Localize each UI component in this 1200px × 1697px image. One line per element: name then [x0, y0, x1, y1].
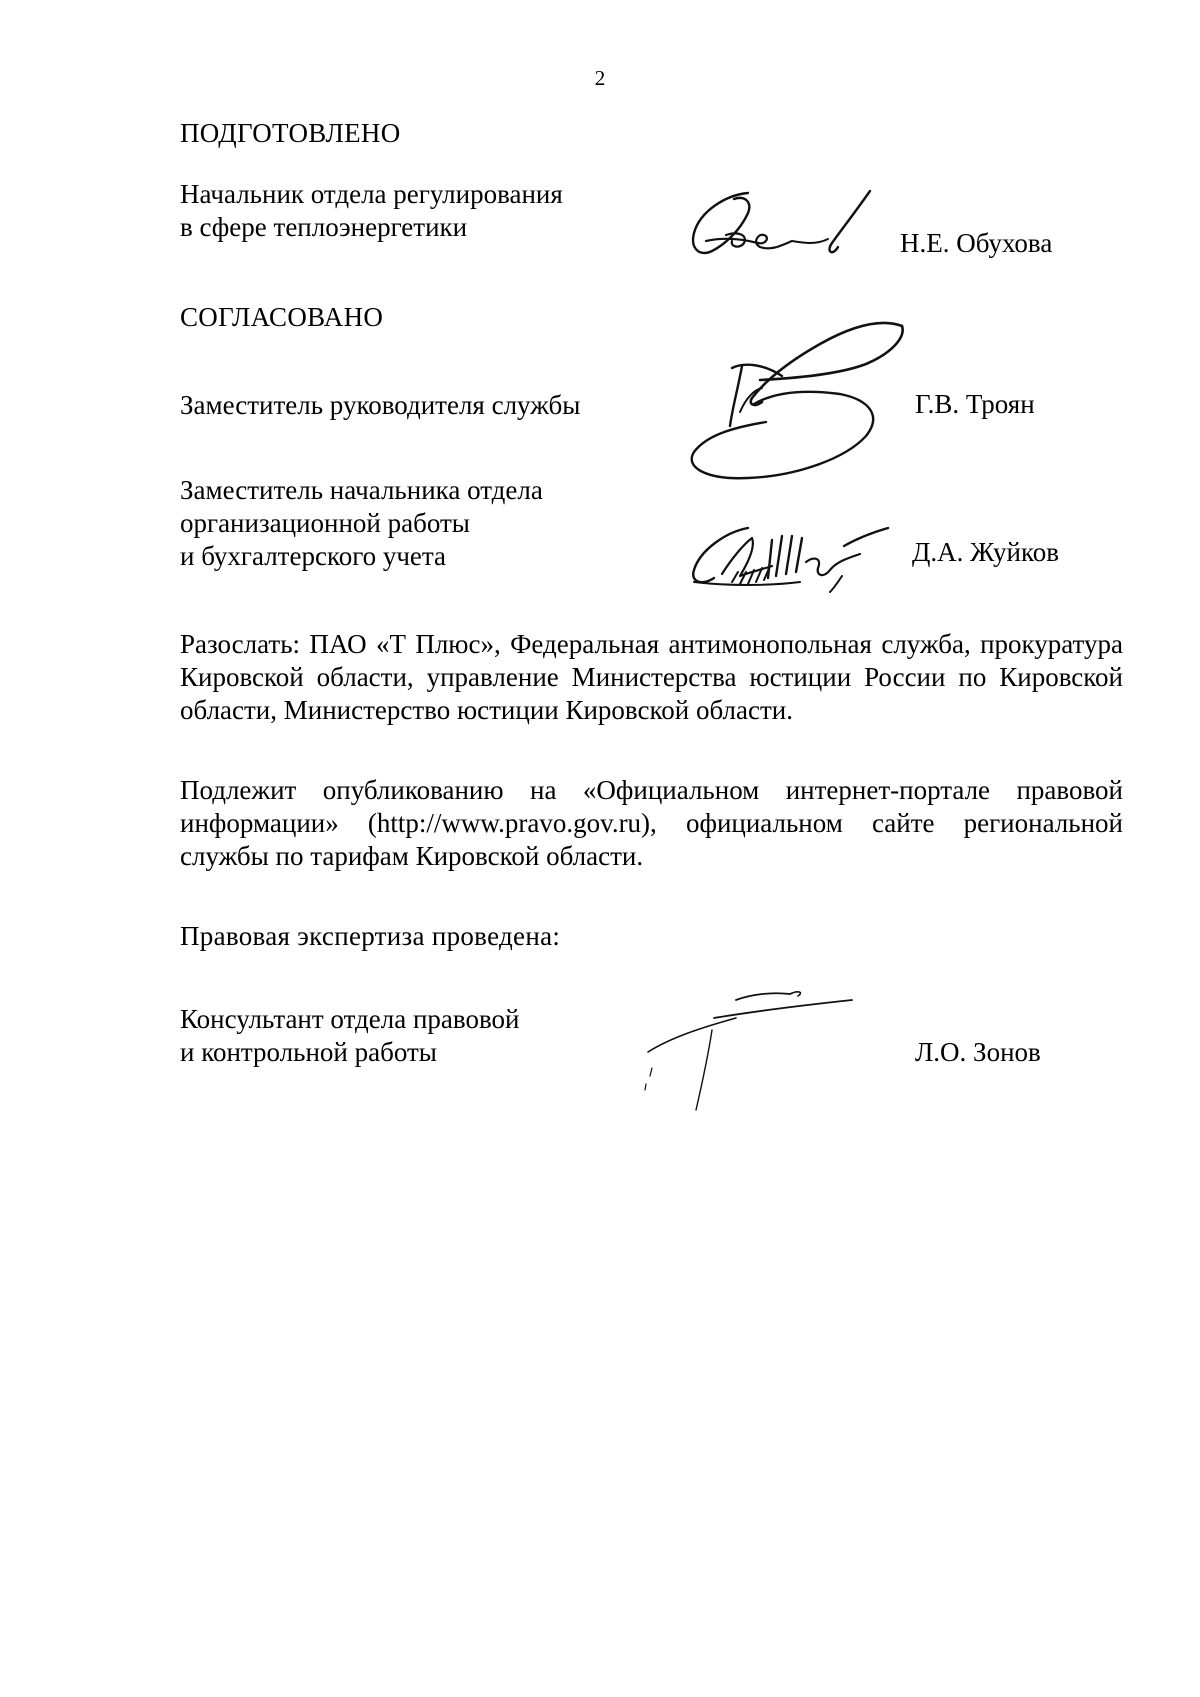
- agreed-signer-2-position-line: организационной работы: [180, 508, 470, 538]
- agreed-signer-2-position: [180, 474, 543, 573]
- agreed-signer-1-position-line: Заместитель руководителя службы: [180, 390, 581, 420]
- prepared-position-line: в сфере теплоэнергетики: [180, 212, 468, 242]
- legal-review-name: Л.О. Зонов: [915, 1037, 1041, 1067]
- legal-review-position-line: и контрольной работы: [180, 1037, 437, 1067]
- legal-review-position: [180, 1003, 519, 1069]
- agreed-signer-1-position: [180, 389, 580, 422]
- agreed-signer-1-name: Г.В. Троян: [915, 389, 1035, 419]
- legal-review-position-line: Консультант отдела правовой: [180, 1004, 520, 1034]
- prepared-heading: ПОДГОТОВЛЕНО: [180, 118, 401, 148]
- distribution-paragraph: Разослать: ПАО «Т Плюс», Федеральная антимонопольная служба, прокуратура Кировской области, управление Министерства юстиции России по Кировской области, Министерство юстиции Кировской области.: [180, 629, 1123, 725]
- agreed-signer-2-position-line: Заместитель начальника отдела: [180, 475, 543, 505]
- signature-obukhova: [686, 185, 876, 275]
- signature-zhuykov: [688, 518, 893, 598]
- prepared-name: Н.Е. Обухова: [900, 228, 1053, 258]
- page-number: 2: [594, 66, 606, 90]
- publication-paragraph: Подлежит опубликованию на «Официальном интернет-портале правовой информации» (http://www.pravo.gov.ru), официальном сайте региональной службы по тарифам Кировской области.: [180, 775, 1123, 871]
- prepared-position-line: Начальник отдела регулирования: [180, 179, 563, 209]
- signature-zonov: [640, 984, 870, 1124]
- agreed-heading: СОГЛАСОВАНО: [180, 302, 384, 332]
- legal-review-heading: Правовая экспертиза проведена:: [180, 921, 561, 951]
- agreed-signer-2-name: Д.А. Жуйков: [912, 537, 1059, 567]
- signature-troyan: [670, 318, 910, 493]
- agreed-signer-2-position-line: и бухгалтерского учета: [180, 541, 447, 571]
- prepared-position: [180, 178, 563, 244]
